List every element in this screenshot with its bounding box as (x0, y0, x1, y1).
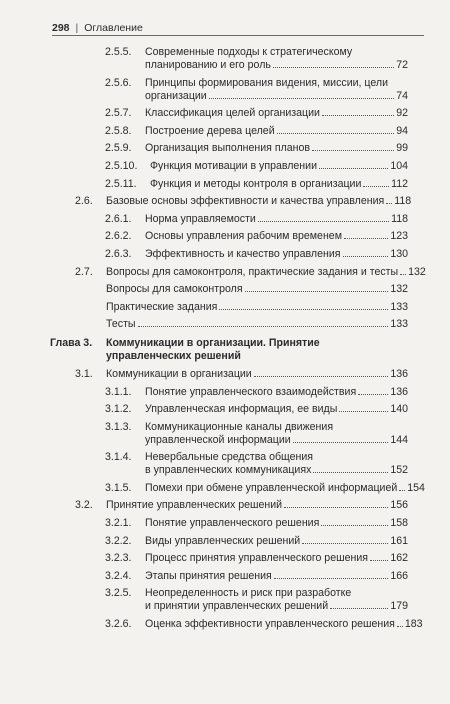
toc-title-line: организации (145, 89, 207, 102)
dot-leader (254, 376, 389, 377)
toc-entry-number: 2.6.2. (105, 230, 132, 243)
toc-page-number: 154 (407, 481, 425, 494)
toc-page-number: 112 (391, 177, 408, 190)
dot-leader (319, 168, 388, 169)
toc-entry (0, 552, 450, 565)
toc-entry-number: 3.1.4. (105, 451, 132, 464)
toc-entry (0, 195, 450, 208)
toc-title-line: Коммуникации в организации. Принятие (106, 337, 320, 350)
toc-entry-title (145, 142, 408, 155)
toc-title-line: Управленческая информация, ее виды (145, 403, 338, 416)
toc-page-number: 152 (390, 464, 408, 477)
toc-entry-number: 2.5.10. (105, 159, 138, 172)
toc-entry-title (145, 451, 408, 477)
toc-title-line: Коммуникационные каналы движения (145, 420, 334, 433)
dot-leader (321, 525, 388, 526)
toc-title-line: Функция мотивации в управлении (150, 159, 317, 172)
toc-entry-title (145, 403, 408, 416)
toc-page-number: 132 (390, 283, 408, 296)
toc-page-number: 162 (390, 552, 408, 565)
toc-title-line: Эффективность и качество управления (145, 247, 341, 260)
dot-leader (363, 186, 389, 187)
dot-leader (312, 150, 394, 151)
dot-leader (293, 442, 389, 443)
toc-entry-number: 2.5.7. (105, 107, 132, 120)
toc-page-number: 179 (390, 600, 408, 613)
toc-entry (0, 266, 450, 279)
toc-entry (0, 421, 450, 447)
header-separator: | (75, 22, 79, 34)
toc-title-line: Понятие управленческого взаимодействия (145, 385, 357, 398)
toc-entry-title (106, 318, 408, 331)
toc-entry-title (150, 160, 408, 173)
toc-page-number: 123 (390, 230, 408, 243)
toc-entry-title (106, 195, 412, 208)
toc-entry (0, 368, 450, 381)
toc-entry-title (106, 265, 426, 279)
dot-leader (302, 543, 388, 544)
toc-page-number: 104 (390, 159, 408, 172)
dot-leader (209, 98, 394, 99)
toc-entry (0, 77, 450, 103)
toc-entry (0, 248, 450, 261)
toc-entry (0, 403, 450, 416)
dot-leader (399, 490, 405, 491)
toc-entry-title (145, 125, 408, 138)
toc-page-number: 140 (390, 403, 408, 416)
toc-entry-title (145, 535, 408, 548)
table-of-contents (0, 46, 450, 636)
toc-entry-number: 3.1.3. (105, 420, 132, 433)
toc-entry (0, 142, 450, 155)
toc-title-line: Коммуникации в организации (106, 367, 252, 380)
toc-title-line: Вопросы для самоконтроля (106, 283, 243, 296)
toc-page-number: 94 (396, 124, 408, 137)
dot-leader (277, 133, 395, 134)
toc-entry-title (145, 481, 425, 495)
toc-title-line: Принципы формирования видения, миссии, цели (145, 76, 388, 89)
toc-entry (0, 125, 450, 138)
toc-page-number: 130 (390, 247, 408, 260)
toc-entry-number: 2.5.6. (105, 76, 132, 89)
toc-entry (0, 499, 450, 512)
toc-entry-number: 2.6.3. (105, 247, 132, 260)
toc-entry (0, 535, 450, 548)
toc-title-line: Организация выполнения планов (145, 142, 311, 155)
toc-entry-number: 2.5.8. (105, 124, 132, 137)
toc-title-line: и принятии управленческих решений (145, 600, 329, 613)
toc-entry-number: 3.2.4. (105, 569, 132, 582)
toc-page-number: 144 (390, 433, 408, 446)
toc-title-line: Основы управления рабочим временем (145, 230, 342, 243)
toc-title-line: Классификация целей организации (145, 107, 320, 120)
toc-title-line: Процесс принятия управленческого решения (145, 552, 368, 565)
toc-entry-number: 3.1.5. (105, 481, 132, 494)
toc-title-line: Оценка эффективности управленческого решения (145, 618, 395, 631)
toc-entry-title (145, 248, 408, 261)
toc-entry (0, 46, 450, 72)
dot-leader (400, 274, 406, 275)
toc-entry (0, 482, 450, 495)
dot-leader (219, 309, 388, 310)
toc-page-number: 158 (390, 517, 408, 530)
toc-entry-title (145, 230, 408, 243)
toc-title-line: управленческой информации (145, 433, 291, 446)
toc-title-line: Неопределенность и риск при разработке (145, 587, 352, 600)
toc-entry-number: 3.2.3. (105, 552, 132, 565)
toc-entry-title (106, 368, 408, 381)
toc-entry-number: 3.1. (75, 367, 93, 380)
toc-entry (0, 570, 450, 583)
toc-entry (0, 517, 450, 530)
dot-leader (343, 256, 389, 257)
toc-page-number: 166 (390, 569, 408, 582)
toc-entry-title (145, 421, 408, 447)
toc-entry (0, 587, 450, 613)
dot-leader (339, 411, 388, 412)
toc-title-line: Невербальные средства общения (145, 451, 314, 464)
toc-entry-number: 3.1.2. (105, 403, 132, 416)
toc-entry-number: 2.5.9. (105, 142, 132, 155)
header-title: Оглавление (84, 22, 143, 34)
toc-entry (0, 213, 450, 226)
dot-leader (258, 221, 389, 222)
toc-title-line: планированию и его роль (145, 59, 271, 71)
toc-entry-number: 3.2.1. (105, 517, 132, 530)
toc-entry-number: Глава 3. (50, 337, 93, 350)
toc-title-line: Этапы принятия решения (145, 569, 272, 582)
toc-entry-title (145, 46, 408, 72)
toc-entry-title (145, 570, 408, 583)
toc-entry-title (106, 301, 408, 314)
toc-entry-title (145, 552, 408, 565)
toc-title-line: Вопросы для самоконтроля, практические задания и тесты (106, 265, 399, 278)
dot-leader (322, 115, 394, 116)
dot-leader (138, 326, 389, 327)
toc-entry-number: 2.5.11. (105, 177, 137, 190)
running-header (52, 21, 424, 36)
toc-title-line: Практические задания (106, 300, 218, 313)
toc-page-number: 156 (390, 499, 408, 512)
dot-leader (397, 626, 403, 627)
toc-entry-number: 2.7. (75, 265, 93, 278)
toc-title-line: Помехи при обмене управленческой информацией (145, 481, 398, 494)
toc-title-line: Тесты (106, 318, 136, 331)
toc-chapter (0, 337, 450, 363)
toc-entry-number: 3.2. (75, 499, 93, 512)
dot-leader (273, 67, 394, 68)
toc-title-line: в управленческих коммуникациях (145, 464, 312, 477)
toc-entry (0, 318, 450, 331)
dot-leader (370, 560, 388, 561)
dot-leader (330, 608, 388, 609)
toc-entry-title (150, 178, 408, 191)
toc-title-line: Принятие управленческих решений (106, 499, 283, 512)
toc-entry (0, 178, 450, 191)
toc-page-number: 161 (390, 534, 408, 547)
toc-entry-title (145, 618, 423, 631)
toc-title-line: управленческих решений (106, 350, 241, 363)
toc-entry-title (145, 587, 408, 613)
toc-page-number: 136 (390, 367, 408, 380)
toc-entry (0, 160, 450, 173)
toc-entry-title (106, 283, 408, 296)
toc-entry (0, 618, 450, 631)
toc-page-number: 92 (396, 107, 408, 120)
toc-title-line: Базовые основы эффективности и качества управления (106, 195, 385, 208)
toc-page-number: 133 (390, 318, 408, 331)
dot-leader (313, 472, 388, 473)
toc-entry-title (145, 77, 408, 103)
toc-page-number: 99 (396, 142, 408, 155)
toc-entry-number: 3.2.5. (105, 587, 132, 600)
toc-entry-title (106, 499, 408, 512)
toc-page-number: 136 (390, 385, 408, 398)
toc-entry-number: 3.2.6. (105, 618, 132, 631)
toc-title-line: Виды управленческих решений (145, 534, 301, 547)
toc-page-number: 72 (396, 59, 408, 71)
toc-entry-number: 2.6. (75, 195, 93, 208)
toc-entry (0, 451, 450, 477)
page-number: 298 (52, 22, 70, 34)
toc-entry-number: 3.2.2. (105, 534, 132, 547)
toc-page-number: 74 (396, 89, 408, 102)
toc-title-line: Понятие управленческого решения (145, 517, 320, 530)
toc-entry-title (106, 337, 408, 363)
toc-entry-number: 2.6.1. (105, 212, 132, 225)
toc-entry-title (145, 213, 408, 226)
toc-entry-number: 2.5.5. (105, 46, 132, 58)
toc-entry-number: 3.1.1. (105, 385, 132, 398)
toc-entry-title (145, 386, 408, 399)
toc-title-line: Построение дерева целей (145, 124, 275, 137)
toc-entry-title (145, 517, 408, 530)
toc-page-number: 118 (391, 212, 408, 225)
toc-title-line: Норма управляемости (145, 212, 256, 225)
dot-leader (284, 507, 388, 508)
dot-leader (344, 238, 388, 239)
toc-page-number: 183 (404, 618, 423, 631)
dot-leader (245, 291, 389, 292)
toc-entry (0, 386, 450, 399)
toc-title-line: Функция и методы контроля в организации (150, 177, 362, 190)
dot-leader (274, 578, 389, 579)
toc-entry (0, 283, 450, 296)
dot-leader (358, 394, 388, 395)
toc-page-number: 133 (390, 300, 408, 313)
toc-entry-title (145, 107, 408, 120)
toc-title-line: Современные подходы к стратегическому (145, 46, 353, 58)
toc-entry (0, 107, 450, 120)
toc-entry (0, 301, 450, 314)
dot-leader (386, 203, 392, 204)
toc-page-number: 118 (394, 195, 412, 208)
toc-page-number: 132 (408, 265, 426, 278)
toc-entry (0, 230, 450, 243)
